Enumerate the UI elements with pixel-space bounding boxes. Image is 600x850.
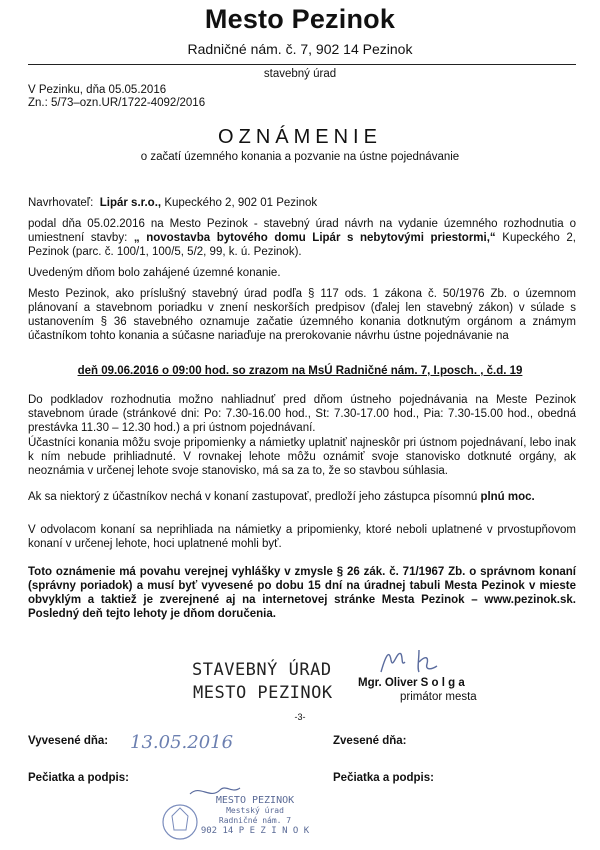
paragraph-documents: Do podkladov rozhodnutia možno nahliadnuť pred dňom ústneho pojednávania na Meste Pezinok stavebnom úrade (stránkové dni: Po: 7.30-16.00 hod., St: 7.30-17.00 hod., Pia: 7.30-15.00 hod., obedná prestávka 11.30 – 12.30 hod.) a pri ústnom pojednávaní.	[28, 394, 576, 434]
applicant-label: Navrhovateľ:	[28, 197, 94, 209]
posted-date: 13.05.2016	[130, 732, 234, 753]
office-stamp-line1: STAVEBNÝ ÚRAD	[192, 660, 332, 680]
p1-text: podal dňa 05.02.2016 na Mesto Pezinok - stavebný úrad návrh na vydanie územného rozhodnutia o umiestnení stavby:	[28, 218, 576, 244]
notice-subheading: o začatí územného konania a pozvanie na ústne pojednávanie	[140, 151, 460, 163]
place-date: V Pezinku, dňa 05.05.2016	[28, 84, 167, 96]
paragraph-appeal: V odvolacom konaní sa neprihliada na námietky a pripomienky, ktoré neboli uplatnené v prvostupňovom konaní v určenej lehote, hoci uplatnené mohli byť.	[28, 524, 576, 550]
signatory-name: Mgr. Oliver S o l g a	[358, 677, 465, 689]
paragraph-started: Uvedeným dňom bolo zahájené územné konanie.	[28, 267, 281, 279]
reference-number: Zn.: 5/73–ozn.UR/1722-4092/2016	[28, 97, 206, 109]
city-title: Mesto Pezinok	[204, 4, 396, 34]
project-name: „ novostavba bytového domu Lipár s nebytovými priestormi,“	[133, 232, 496, 244]
paragraph-authority: Mesto Pezinok, ako príslušný stavebný úrad podľa § 117 ods. 1 zákona č. 50/1976 Zb. o územnom plánovaní a stavebnom poriadku v znení neskorších predpisov (ďalej len stavebný zákon) v súlade s ustanovením § 36 stavebného oznamuje začatie územného konania dotknutým orgánom a známym účastníkom tohto konania a súčasne nariaďuje na prerokovanie návrhu ústne pojednávanie na	[28, 288, 576, 342]
applicant-name: Lipár s.r.o.,	[99, 197, 162, 209]
office-name: stavebný úrad	[263, 68, 337, 80]
paragraph-application	[28, 217, 576, 259]
paragraph-public-notice: Toto oznámenie má povahu verejnej vyhlášky v zmysle § 26 zák. č. 71/1967 Zb. o správnom konaní (správny poriadok) a musí byť vyvesené po dobu 15 dní na úradnej tabuli Mesta Pezinok v mieste obvyklým a taktiež je zverejnené aj na internetovej stránke Mesta Pezinok – www.pezinok.sk. Posledný deň tejto lehoty je dňom doručenia.	[28, 566, 576, 620]
office-stamp-line2: MESTO PEZINOK	[193, 683, 333, 703]
page-number: -3-	[294, 712, 306, 722]
stamp-label-left: Pečiatka a podpis:	[28, 772, 129, 784]
removed-label: Zvesené dňa:	[333, 735, 407, 747]
p1-location: Kupeckého 2, Pezinok (parc. č. 100/1, 100/5, 5/2, 99, k. ú. Pezinok).	[28, 232, 577, 258]
round-stamp-line4: 902 14 P E Z I N O K	[200, 826, 310, 836]
stamp-label-right: Pečiatka a podpis:	[333, 772, 434, 784]
p6-text: Ak sa niektorý z účastníkov nechá v konaní zastupovať, predloží jeho zástupca písomnú	[28, 491, 481, 503]
round-stamp-text	[200, 796, 310, 836]
signatory-role: primátor mesta	[400, 691, 477, 703]
handwritten-signature	[375, 640, 465, 680]
power-of-attorney: plnú moc.	[480, 491, 535, 503]
round-stamp-line3: Radničné nám. 7	[218, 816, 292, 825]
round-stamp-line2: Mestský úrad	[226, 806, 284, 815]
applicant-address: Kupeckého 2, 902 01 Pezinok	[164, 197, 318, 209]
header-rule	[28, 64, 576, 65]
hearing-date: deň 09.06.2016 o 09:00 hod. so zrazom na MsÚ Radničné nám. 7, I.posch. , č.d. 19	[77, 365, 523, 377]
round-stamp-line1: MESTO PEZINOK	[215, 795, 295, 806]
paragraph-representation	[28, 490, 576, 504]
notice-heading: OZNÁMENIE	[218, 126, 382, 148]
paragraph-objections: Účastníci konania môžu svoje pripomienky a námietky uplatniť najneskôr pri ústnom pojednávaní, lebo inak k ním nebude prihliadnuté. V rovnakej lehote môžu oznámiť svoje stanovisko dotknuté orgány, ak neoznámia v určenej lehote svoje stanovisko, má sa za to, že so stavbou súhlasia.	[28, 437, 576, 477]
city-address: Radničné nám. č. 7, 902 14 Pezinok	[187, 41, 413, 57]
posted-label: Vyvesené dňa:	[28, 735, 109, 747]
applicant-line	[28, 196, 576, 210]
